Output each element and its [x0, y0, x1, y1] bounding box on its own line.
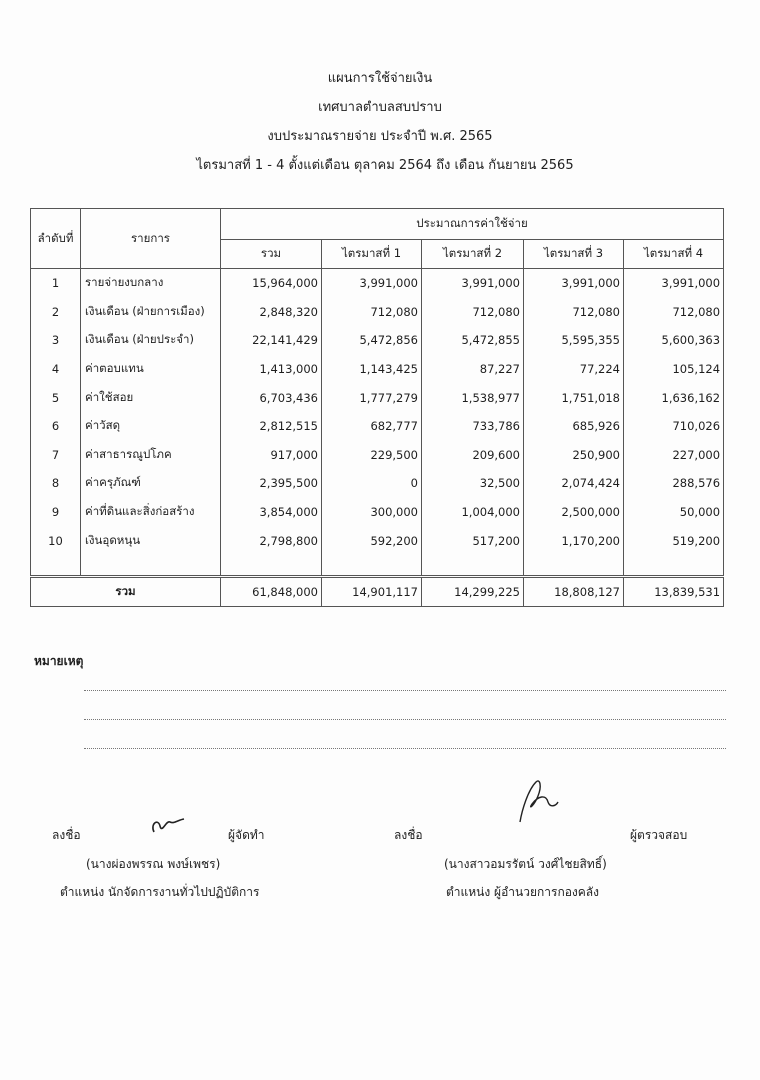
row-no: 8 — [31, 469, 81, 498]
row-q2: 209,600 — [422, 441, 524, 470]
row-q2: 1,004,000 — [422, 498, 524, 527]
total-label: รวม — [31, 576, 221, 606]
row-no: 5 — [31, 383, 81, 412]
row-q1: 592,200 — [322, 526, 422, 555]
row-item: ค่าสาธารณูปโภค — [81, 441, 221, 470]
total-sum: 61,848,000 — [221, 576, 322, 606]
header-item: รายการ — [81, 209, 221, 269]
row-q4: 5,600,363 — [624, 326, 724, 355]
row-no: 7 — [31, 441, 81, 470]
row-q3: 5,595,355 — [524, 326, 624, 355]
row-total: 3,854,000 — [221, 498, 322, 527]
row-q1: 682,777 — [322, 412, 422, 441]
remarks-line-1 — [84, 690, 726, 691]
table-row — [31, 326, 724, 355]
table-row — [31, 526, 724, 555]
left-role: ผู้จัดทำ — [228, 828, 265, 842]
header-estimate-group: ประมาณการค่าใช้จ่าย — [221, 209, 724, 240]
row-q4: 50,000 — [624, 498, 724, 527]
row-q3: 685,926 — [524, 412, 624, 441]
row-q1: 5,472,856 — [322, 326, 422, 355]
row-total: 22,141,429 — [221, 326, 322, 355]
right-signer-position: ตำแหน่ง ผู้อำนวยการกองคลัง — [446, 885, 600, 899]
table-row — [31, 383, 724, 412]
row-no: 1 — [31, 269, 81, 298]
row-q2: 87,227 — [422, 355, 524, 384]
table-row — [31, 269, 724, 298]
table-row — [31, 412, 724, 441]
row-q3: 2,500,000 — [524, 498, 624, 527]
right-signature-mark — [512, 776, 564, 828]
row-q2: 733,786 — [422, 412, 524, 441]
row-total: 6,703,436 — [221, 383, 322, 412]
table-row — [31, 469, 724, 498]
row-no: 2 — [31, 298, 81, 327]
remarks-line-3 — [84, 748, 726, 749]
title-municipality: เทศบาลตำบลสบปราบ — [318, 100, 442, 115]
row-q3: 250,900 — [524, 441, 624, 470]
spacer-cell — [524, 555, 624, 577]
row-item: ค่าตอบแทน — [81, 355, 221, 384]
row-q3: 1,751,018 — [524, 383, 624, 412]
row-item: ค่าวัสดุ — [81, 412, 221, 441]
row-q4: 3,991,000 — [624, 269, 724, 298]
row-no: 3 — [31, 326, 81, 355]
budget-table — [30, 208, 724, 607]
row-total: 15,964,000 — [221, 269, 322, 298]
row-q2: 517,200 — [422, 526, 524, 555]
right-sign-label: ลงชื่อ — [394, 828, 423, 842]
row-item: เงินเดือน (ฝ่ายการเมือง) — [81, 298, 221, 327]
row-no: 10 — [31, 526, 81, 555]
row-q2: 5,472,855 — [422, 326, 524, 355]
row-q4: 1,636,162 — [624, 383, 724, 412]
left-signer-position: ตำแหน่ง นักจัดการงานทั่วไปปฏิบัติการ — [60, 885, 260, 899]
row-total: 2,395,500 — [221, 469, 322, 498]
row-q3: 2,074,424 — [524, 469, 624, 498]
document-header — [0, 64, 760, 180]
row-q1: 3,991,000 — [322, 269, 422, 298]
row-q4: 288,576 — [624, 469, 724, 498]
row-item: ค่าใช้สอย — [81, 383, 221, 412]
row-total: 1,413,000 — [221, 355, 322, 384]
row-q3: 712,080 — [524, 298, 624, 327]
row-q4: 712,080 — [624, 298, 724, 327]
row-q3: 77,224 — [524, 355, 624, 384]
row-q4: 519,200 — [624, 526, 724, 555]
spacer-cell — [422, 555, 524, 577]
title-quarter-range: ไตรมาสที่ 1 - 4 ตั้งแต่เดือน ตุลาคม 2564 ถึง เดือน กันยายน 2565 — [196, 158, 574, 173]
table-row — [31, 298, 724, 327]
title-plan: แผนการใช้จ่ายเงิน — [327, 71, 433, 86]
row-item: เงินเดือน (ฝ่ายประจำ) — [81, 326, 221, 355]
row-q1: 1,777,279 — [322, 383, 422, 412]
row-q2: 3,991,000 — [422, 269, 524, 298]
spacer-cell — [322, 555, 422, 577]
spacer-cell — [221, 555, 322, 577]
spacer-cell — [31, 555, 81, 577]
header-q1: ไตรมาสที่ 1 — [322, 240, 422, 269]
table-row — [31, 441, 724, 470]
row-no: 9 — [31, 498, 81, 527]
row-q2: 32,500 — [422, 469, 524, 498]
header-no: ลำดับที่ — [31, 209, 81, 269]
header-q2: ไตรมาสที่ 2 — [422, 240, 524, 269]
row-total: 917,000 — [221, 441, 322, 470]
spacer-cell — [624, 555, 724, 577]
row-q4: 710,026 — [624, 412, 724, 441]
budget-rows — [31, 269, 724, 577]
header-total: รวม — [221, 240, 322, 269]
header-q3: ไตรมาสที่ 3 — [524, 240, 624, 269]
right-signer-name: (นางสาวอมรรัตน์ วงศ์ไชยสิทธิ์) — [444, 857, 607, 871]
total-q4: 13,839,531 — [624, 576, 724, 606]
total-q2: 14,299,225 — [422, 576, 524, 606]
row-q2: 1,538,977 — [422, 383, 524, 412]
row-no: 6 — [31, 412, 81, 441]
title-budget-year: งบประมาณรายจ่าย ประจำปี พ.ศ. 2565 — [267, 129, 493, 144]
remarks-line-2 — [84, 719, 726, 720]
row-q3: 3,991,000 — [524, 269, 624, 298]
right-role: ผู้ตรวจสอบ — [630, 828, 688, 842]
row-q1: 300,000 — [322, 498, 422, 527]
row-q4: 105,124 — [624, 355, 724, 384]
table-row-spacer — [31, 555, 724, 577]
left-sign-label: ลงชื่อ — [52, 828, 81, 842]
header-q4: ไตรมาสที่ 4 — [624, 240, 724, 269]
remarks-label: หมายเหตุ — [34, 654, 84, 668]
row-total: 2,798,800 — [221, 526, 322, 555]
table-row — [31, 498, 724, 527]
row-q2: 712,080 — [422, 298, 524, 327]
total-q3: 18,808,127 — [524, 576, 624, 606]
row-total: 2,848,320 — [221, 298, 322, 327]
total-row — [31, 576, 724, 606]
row-total: 2,812,515 — [221, 412, 322, 441]
row-item: รายจ่ายงบกลาง — [81, 269, 221, 298]
total-q1: 14,901,117 — [322, 576, 422, 606]
row-q4: 227,000 — [624, 441, 724, 470]
row-q1: 712,080 — [322, 298, 422, 327]
row-no: 4 — [31, 355, 81, 384]
table-row — [31, 355, 724, 384]
row-item: เงินอุดหนุน — [81, 526, 221, 555]
row-q3: 1,170,200 — [524, 526, 624, 555]
row-q1: 229,500 — [322, 441, 422, 470]
left-signature-mark — [148, 810, 188, 840]
row-q1: 0 — [322, 469, 422, 498]
left-signer-name: (นางผ่องพรรณ พงษ์เพชร) — [86, 857, 221, 871]
row-item: ค่าที่ดินและสิ่งก่อสร้าง — [81, 498, 221, 527]
row-item: ค่าครุภัณฑ์ — [81, 469, 221, 498]
spacer-cell — [81, 555, 221, 577]
row-q1: 1,143,425 — [322, 355, 422, 384]
